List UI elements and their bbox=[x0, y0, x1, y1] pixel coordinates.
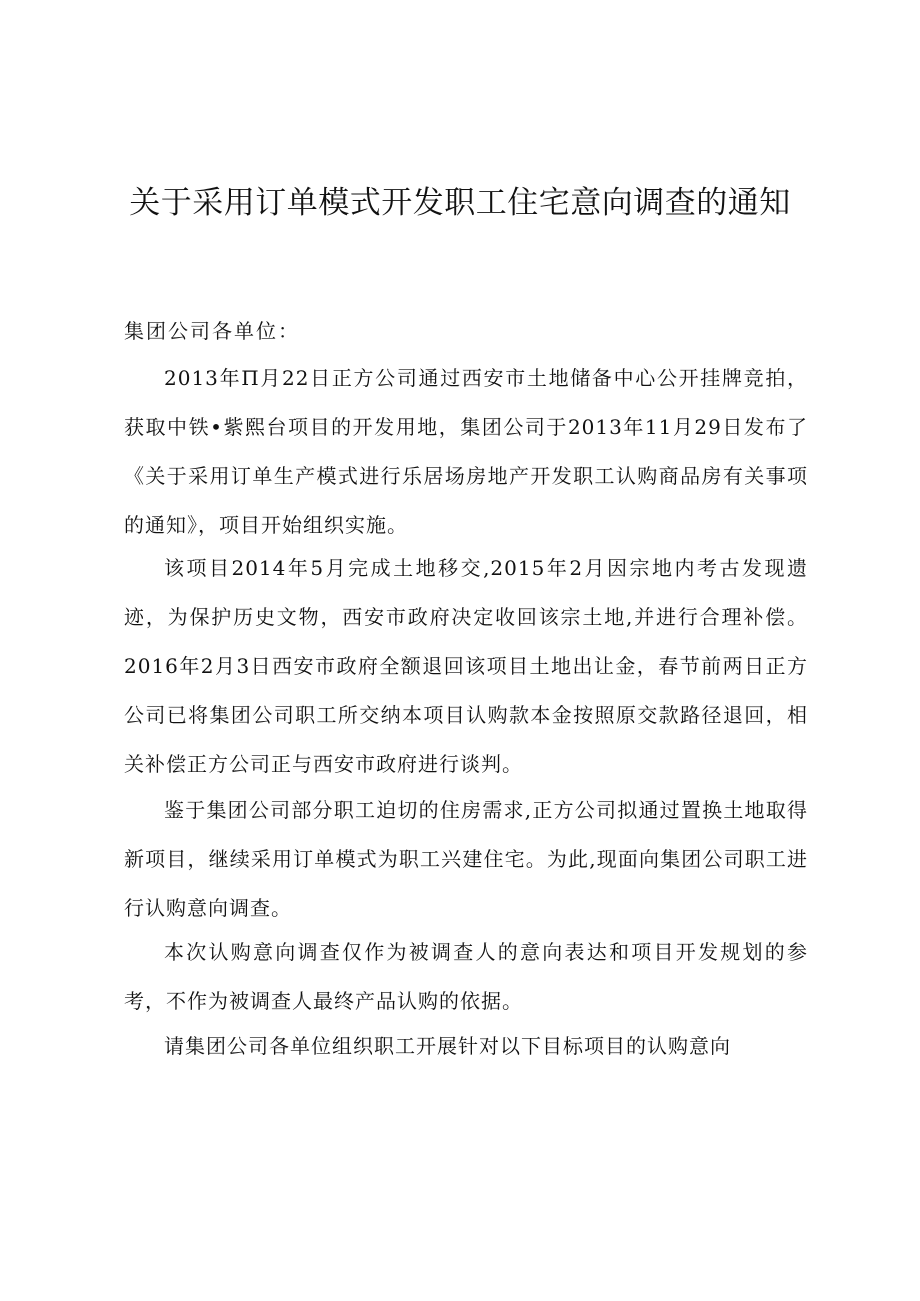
paragraph-2: 该项目2014年5月完成土地移交,2015年2月因宗地内考古发现遗迹，为保护历史文物，西安市政府决定收回该宗土地,并进行合理补偿。2016年2月3日西安市政府全额退回该项目土地出让金，春节前两日正方公司已将集团公司职工所交纳本项目认购款本金按照原交款路径退回，相关补偿正方公司正与西安市政府进行谈判。 bbox=[124, 556, 808, 776]
paragraph-1: 2013年Π月22日正方公司通过西安市土地储备中心公开挂牌竞拍，获取中铁•紫熙台项目的开发用地，集团公司于2013年11月29日发布了《关于采用订单生产模式进行乐居场房地产开发职工认购商品房有关事项的通知》，项目开始组织实施。 bbox=[124, 366, 808, 537]
paragraph-3: 鉴于集团公司部分职工迫切的住房需求,正方公司拟通过置换土地取得新项目，继续采用订单模式为职工兴建住宅。为此,现面向集团公司职工进行认购意向调查。 bbox=[124, 798, 808, 920]
paragraph-5: 请集团公司各单位组织职工开展针对以下目标项目的认购意向 bbox=[164, 1034, 731, 1058]
document-title: 关于采用订单模式开发职工住宅意向调查的通知 bbox=[129, 185, 791, 221]
paragraph-4: 本次认购意向调查仅作为被调查人的意向表达和项目开发规划的参考，不作为被调查人最终产品认购的依据。 bbox=[124, 940, 808, 1013]
salutation: 集团公司各单位： bbox=[124, 319, 300, 343]
